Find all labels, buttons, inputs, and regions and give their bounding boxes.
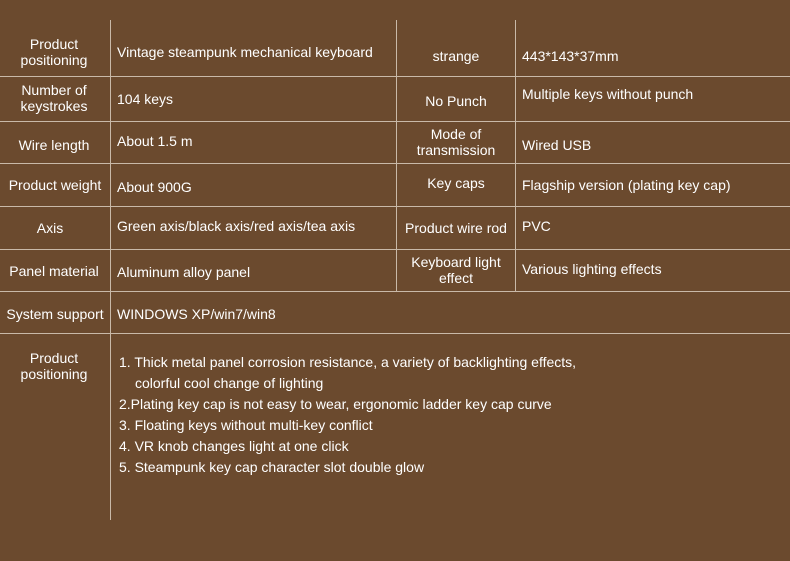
spec-value: Multiple keys without punch [522,86,694,102]
spec-label: Number of keystrokes [20,82,88,114]
spec-label: Axis [36,220,64,236]
row-divider [0,206,790,207]
spec-value: 443*143*37mm [522,48,619,64]
spec-label: Key caps [427,175,485,191]
spec-value: Aluminum alloy panel [117,264,251,280]
spec-label: System support [6,306,104,322]
feature-item: 5. Steampunk key cap character slot double glow [119,459,425,475]
row-divider [0,333,790,334]
row-divider [0,121,790,122]
spec-label: Panel material [9,263,99,279]
spec-label: Mode of transmission [416,126,496,158]
row-divider [0,291,790,292]
row-divider [0,163,790,164]
spec-label: strange [432,48,480,64]
spec-value: WINDOWS XP/win7/win8 [117,306,276,322]
spec-value: About 900G [117,179,192,195]
spec-label: Wire length [18,137,90,153]
features-label: Product positioning [20,350,88,382]
spec-value: Wired USB [522,137,592,153]
feature-item: 2.Plating key cap is not easy to wear, ergonomic ladder key cap curve [119,396,552,412]
spec-label: Product positioning [20,36,88,68]
spec-label: Keyboard light effect [411,254,501,286]
spec-value: About 1.5 m [117,133,193,149]
feature-item: colorful cool change of lighting [135,375,324,391]
feature-item: 1. Thick metal panel corrosion resistance, a variety of backlighting effects, [119,354,577,370]
feature-item: 3. Floating keys without multi-key conflict [119,417,373,433]
spec-value: Green axis/black axis/red axis/tea axis [117,218,356,234]
spec-label: Product weight [8,177,102,193]
feature-list [119,352,759,478]
spec-label: No Punch [425,93,487,109]
spec-value: PVC [522,218,551,234]
spec-value: Flagship version (plating key cap) [522,177,731,193]
spec-label: Product wire rod [405,220,507,236]
spec-value: Various lighting effects [522,261,662,277]
spec-value: Vintage steampunk mechanical keyboard [117,44,373,60]
feature-item: 4. VR knob changes light at one click [119,438,349,454]
spec-value: 104 keys [117,91,174,107]
